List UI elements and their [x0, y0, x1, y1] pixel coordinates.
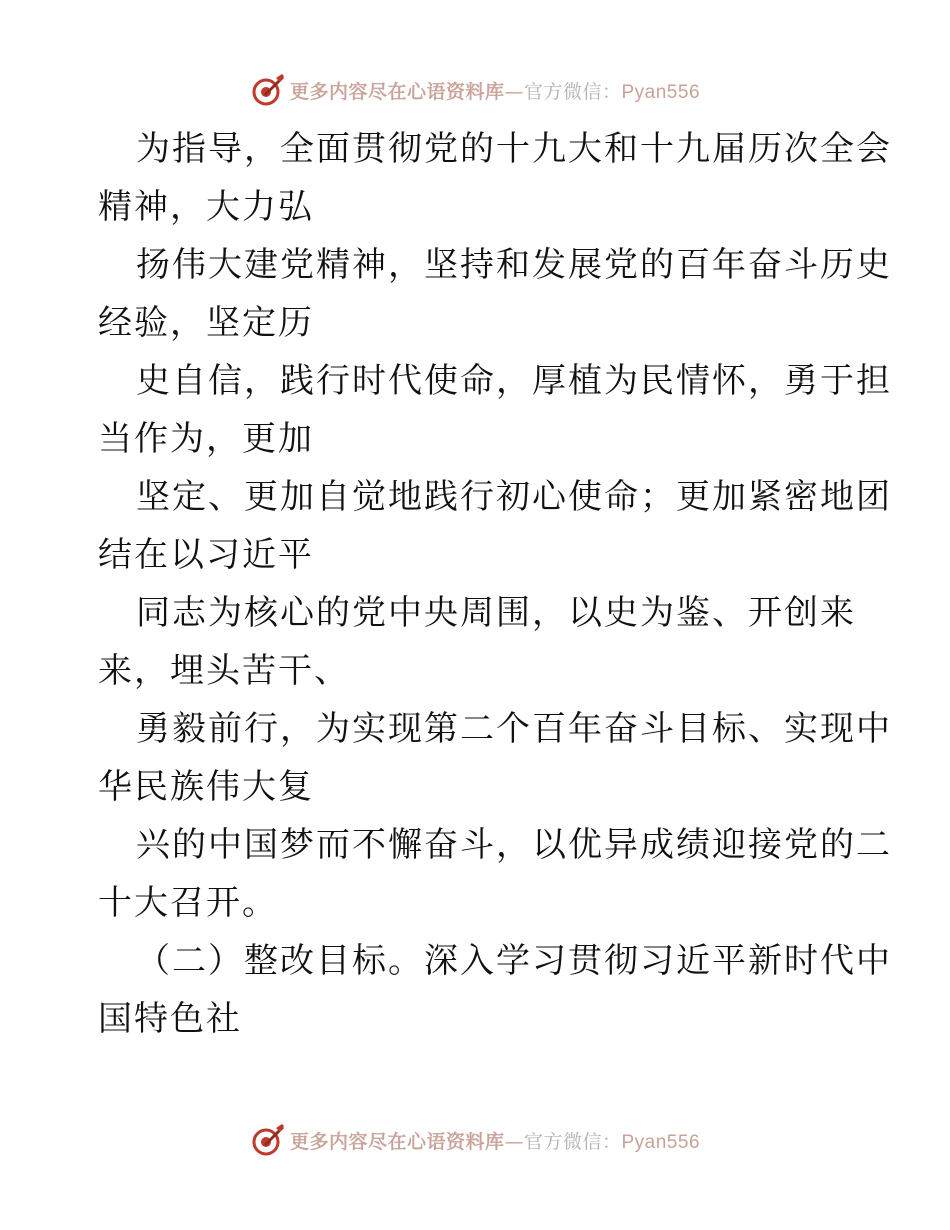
watermark-official: 官方微信：	[523, 80, 622, 103]
text-line: 坚定、更加自觉地践行初心使命；更加紧密地团	[136, 477, 892, 517]
text-line: 为指导，全面贯彻党的十九大和十九届历次全会	[136, 129, 892, 169]
text-line: （二）整改目标。深入学习贯彻习近平新时代中	[136, 941, 892, 981]
watermark-official: 官方微信：	[523, 1130, 622, 1153]
text-line: 同志为核心的党中央周围，以史为鉴、开创来	[136, 593, 856, 633]
text-line: 华民族伟大复	[98, 767, 314, 807]
watermark-dash: —	[504, 80, 524, 103]
watermark-id: Pyan556	[621, 1131, 701, 1153]
watermark-brand: 更多内容尽在心语资料库	[289, 1130, 505, 1153]
watermark-text	[290, 1127, 700, 1154]
text-line: 勇毅前行，为实现第二个百年奋斗目标、实现中	[136, 709, 892, 749]
watermark-dash: —	[504, 1130, 524, 1153]
header-watermark	[0, 70, 950, 110]
footer-watermark	[0, 1120, 950, 1160]
text-line: 史自信，践行时代使命，厚植为民情怀，勇于担	[136, 361, 892, 401]
text-line: 十大召开。	[98, 883, 278, 923]
watermark-brand: 更多内容尽在心语资料库	[289, 80, 505, 103]
text-line: 扬伟大建党精神，坚持和发展党的百年奋斗历史	[136, 245, 892, 285]
quill-logo-icon	[250, 1122, 286, 1158]
text-line: 精神，大力弘	[98, 187, 314, 227]
text-line: 当作为，更加	[98, 419, 314, 459]
document-body	[98, 120, 892, 1048]
text-line: 国特色社	[98, 999, 242, 1039]
watermark-id: Pyan556	[621, 81, 701, 103]
text-line: 来，埋头苦干、	[98, 651, 350, 691]
text-line: 结在以习近平	[98, 535, 314, 575]
quill-logo-icon	[250, 72, 286, 108]
text-line: 经验，坚定历	[98, 303, 314, 343]
text-line: 兴的中国梦而不懈奋斗，以优异成绩迎接党的二	[136, 825, 892, 865]
watermark-text	[290, 77, 700, 104]
